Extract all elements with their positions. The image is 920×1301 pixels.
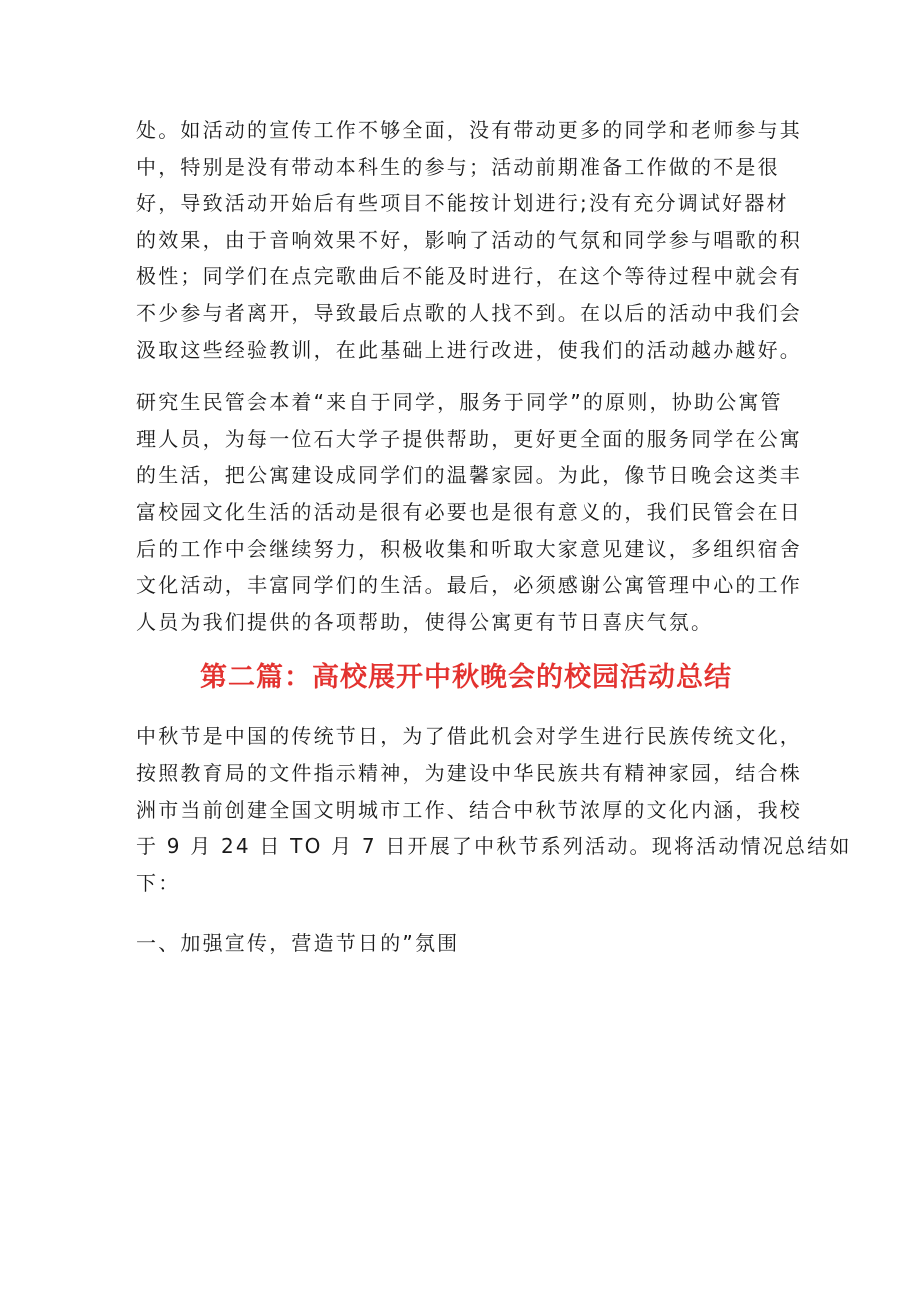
text-line: 按照教育局的文件指示精神，为建设中华民族共有精神家园，结合株	[136, 760, 802, 785]
text-line: 处。如活动的宣传工作不够全面，没有带动更多的同学和老师参与其	[136, 118, 802, 142]
text-line: 后的工作中会继续努力，积极收集和听取大家意见建议，多组织宿舍	[136, 536, 802, 561]
chapter-heading: 第二篇：高校展开中秋晚会的校园活动总结	[200, 662, 732, 694]
text-line: 好，导致活动开始后有些项目不能按计划进行;没有充分调试好器材	[136, 191, 789, 216]
text-line: 洲市当前创建全国文明城市工作、结合中秋节浓厚的文化内涵，我校	[136, 797, 802, 822]
document-page	[136, 112, 852, 962]
text-line: 人员为我们提供的各项帮助，使得公寓更有节日喜庆气氛。	[136, 609, 714, 634]
text-line: 研究生民管会本着“来自于同学，服务于同学”的原则，协助公寓管	[136, 390, 783, 415]
text-line: 中，特别是没有带动本科生的参与；活动前期准备工作做的不是很	[136, 154, 780, 179]
text-line: 汲取这些经验教训，在此基础上进行改进，使我们的活动越办越好。	[136, 337, 802, 362]
text-line: 文化活动，丰富同学们的生活。最后，必须感谢公寓管理中心的工作	[136, 573, 802, 598]
text-line: 极性；同学们在点完歌曲后不能及时进行，在这个等待过程中就会有	[136, 264, 802, 289]
paragraph-activity-shortcomings	[136, 112, 802, 368]
text-line: 不少参与者离开，导致最后点歌的人找不到。在以后的活动中我们会	[136, 300, 802, 325]
text-line: 于 9 月 24 日 TO 月 7 日开展了中秋节系列活动。现将活动情况总结如	[136, 834, 852, 859]
text-line: 中秋节是中国的传统节日，为了借此机会对学生进行民族传统文化，	[136, 724, 802, 749]
text-line: 的效果，由于音响效果不好，影响了活动的气氛和同学参与唱歌的积	[136, 227, 802, 252]
paragraph-mid-autumn-intro	[136, 718, 852, 901]
text-line: 富校园文化生活的活动是很有必要也是很有意义的，我们民管会在日	[136, 499, 802, 524]
paragraph-management-committee	[136, 384, 802, 640]
text-line: 下：	[136, 870, 181, 895]
text-line: 理人员，为每一位石大学子提供帮助，更好更全面的服务同学在公寓	[136, 426, 802, 451]
section-title: 一、加强宣传，营造节日的”氛围	[136, 931, 460, 956]
text-line: 的生活，把公寓建设成同学们的温馨家园。为此，像节日晚会这类丰	[136, 463, 802, 488]
